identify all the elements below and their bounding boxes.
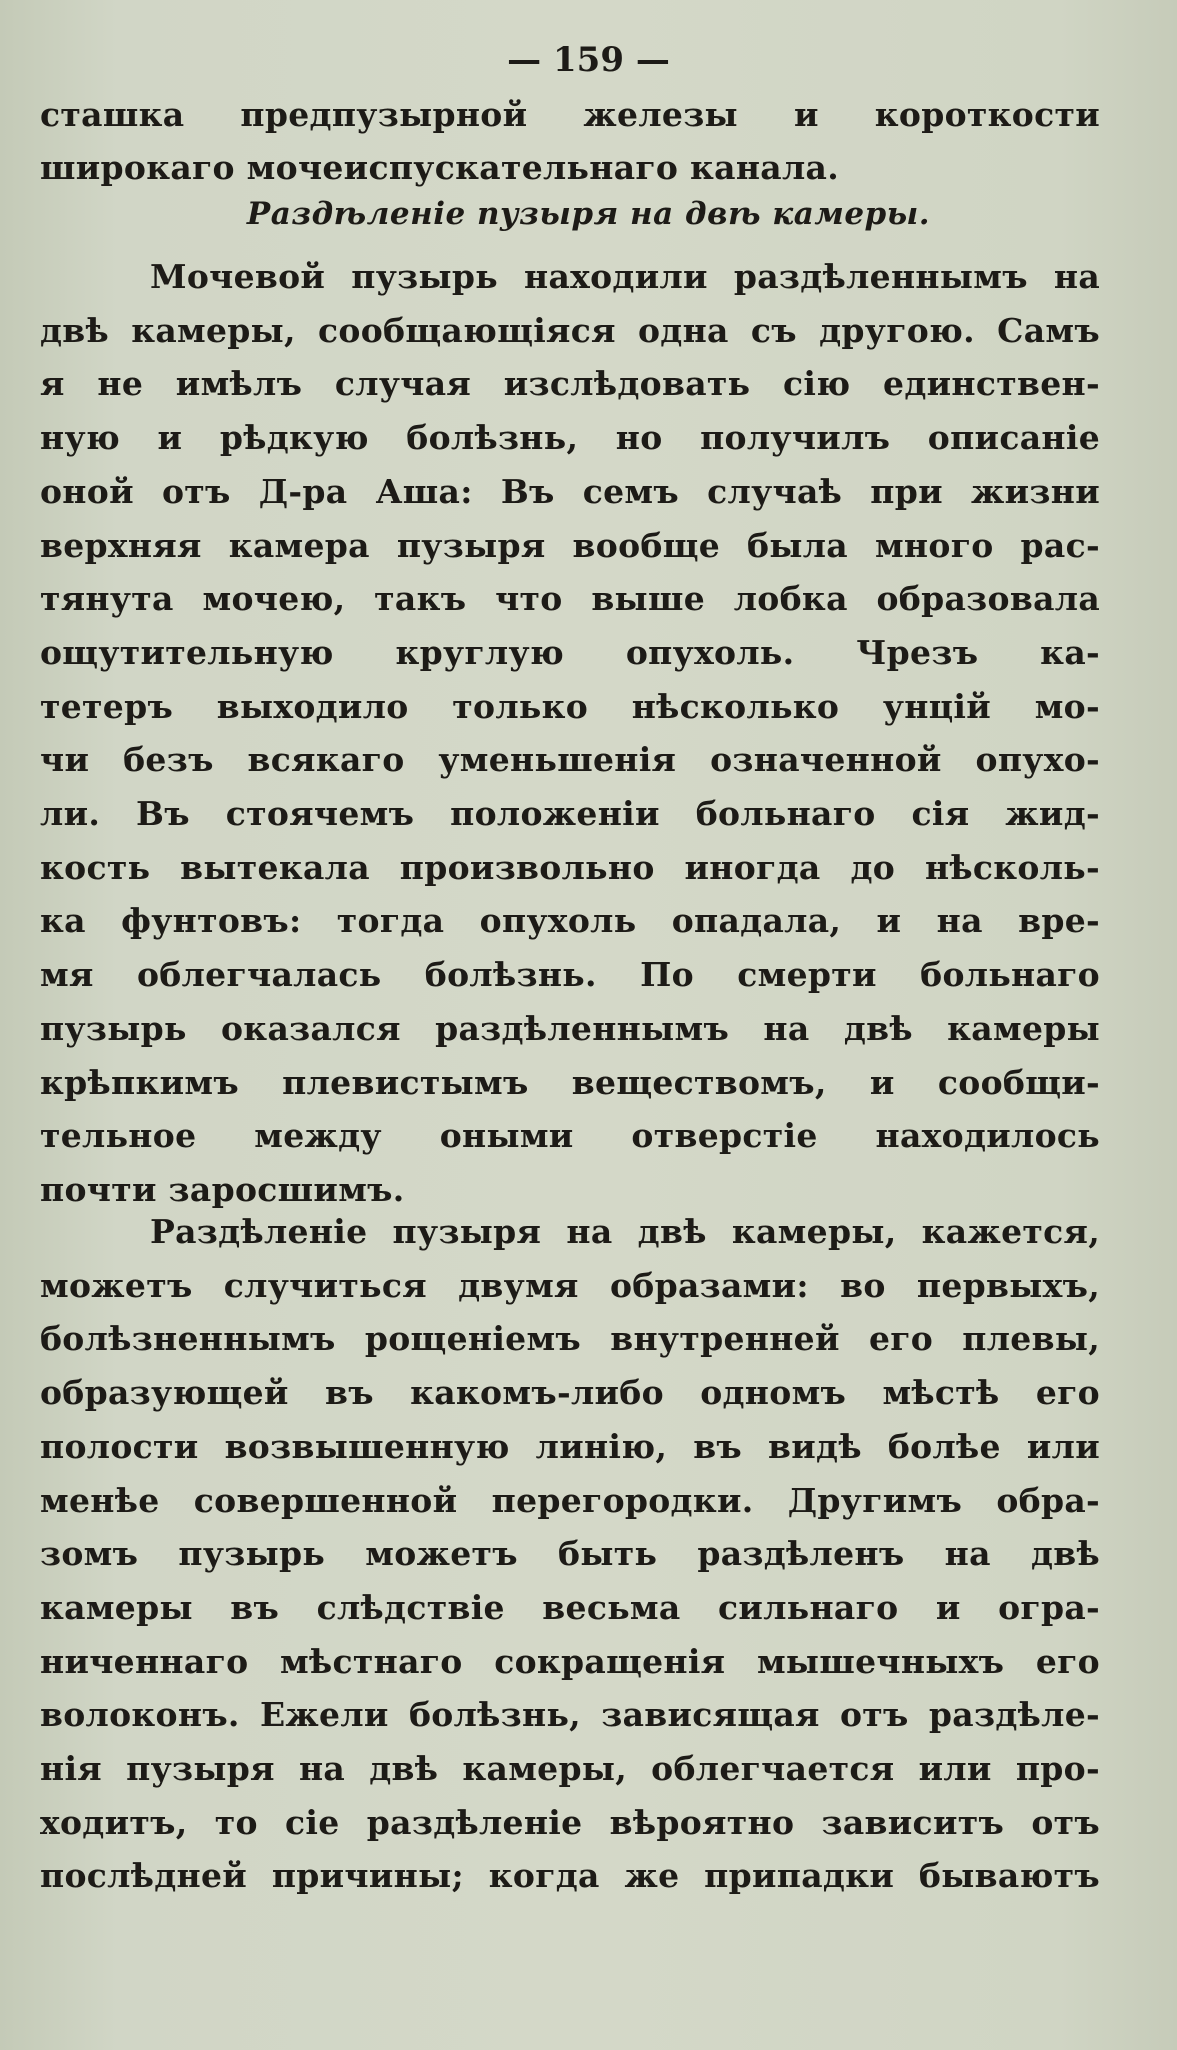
text-line: Мочевой пузырь находили раздѣленнымъ на bbox=[150, 257, 1100, 296]
text-line: послѣдней причины; когда же припадки бываютъ bbox=[40, 1856, 1100, 1896]
text-line: чи безъ всякаго уменьшенія означенной опухо- bbox=[40, 740, 1100, 780]
text-line: ощутительную круглую опухоль. Чрезъ ка- bbox=[40, 632, 1100, 672]
text-line: менѣе совершенной перегородки. Другимъ обра- bbox=[40, 1480, 1100, 1520]
text-line: почти заросшимъ. bbox=[40, 1169, 405, 1209]
section-heading: Раздѣленіе пузыря на двѣ камеры. bbox=[246, 196, 931, 232]
text-line: полости возвышенную линію, въ видѣ болѣе или bbox=[40, 1426, 1100, 1466]
page-number: — 159 — bbox=[507, 40, 670, 80]
text-line: тельное между оными отверстіе находилось bbox=[40, 1116, 1100, 1156]
text-line: тетеръ выходило только нѣсколько унцій мо- bbox=[40, 686, 1100, 726]
text-line: можетъ случиться двумя образами: во первыхъ, bbox=[40, 1265, 1100, 1305]
text-line: ниченнаго мѣстнаго сокращенія мышечныхъ его bbox=[40, 1641, 1100, 1681]
text-line: ходитъ, то сіе раздѣленіе вѣроятно зависитъ отъ bbox=[40, 1802, 1100, 1842]
text-line: зомъ пузырь можетъ быть раздѣленъ на двѣ bbox=[40, 1534, 1100, 1574]
text-line: двѣ камеры, сообщающіяся одна съ другою. Самъ bbox=[40, 310, 1100, 350]
text-line: образующей въ какомъ-либо одномъ мѣстѣ его bbox=[40, 1373, 1100, 1413]
text-line: ка фунтовъ: тогда опухоль опадала, и на вре- bbox=[40, 901, 1100, 941]
text-line: тянута мочею, такъ что выше лобка образовала bbox=[40, 579, 1100, 619]
text-line: кость вытекала произвольно иногда до нѣсколь- bbox=[40, 847, 1100, 887]
text-line: широкаго мочеиспускательнаго канала. bbox=[40, 148, 839, 187]
text-line: сташка предпузырной железы и короткости bbox=[40, 95, 1100, 134]
text-line: верхняя камера пузыря вообще была много рас- bbox=[40, 525, 1100, 565]
text-line: болѣзненнымъ рощеніемъ внутренней его плевы, bbox=[40, 1319, 1100, 1359]
text-line: Раздѣленіе пузыря на двѣ камеры, кажется, bbox=[150, 1212, 1100, 1251]
text-line: оной отъ Д-ра Аша: Въ семъ случаѣ при жизни bbox=[40, 471, 1100, 511]
text-line: камеры въ слѣдствіе весьма сильнаго и огра- bbox=[40, 1587, 1100, 1627]
text-line: ную и рѣдкую болѣзнь, но получилъ описаніе bbox=[40, 418, 1100, 458]
text-line: пузырь оказался раздѣленнымъ на двѣ камеры bbox=[40, 1008, 1100, 1048]
text-line: ли. Въ стоячемъ положеніи больнаго сія жид- bbox=[40, 794, 1100, 833]
text-line: волоконъ. Ежели болѣзнь, зависящая отъ раздѣле- bbox=[40, 1695, 1100, 1735]
text-line: крѣпкимъ плевистымъ веществомъ, и сообщи- bbox=[40, 1062, 1100, 1102]
text-line: мя облегчалась болѣзнь. По смерти больнаго bbox=[40, 955, 1100, 995]
text-line: нія пузыря на двѣ камеры, облегчается или про- bbox=[40, 1749, 1100, 1788]
text-line: я не имѣлъ случая изслѣдовать сію единствен- bbox=[40, 364, 1100, 404]
